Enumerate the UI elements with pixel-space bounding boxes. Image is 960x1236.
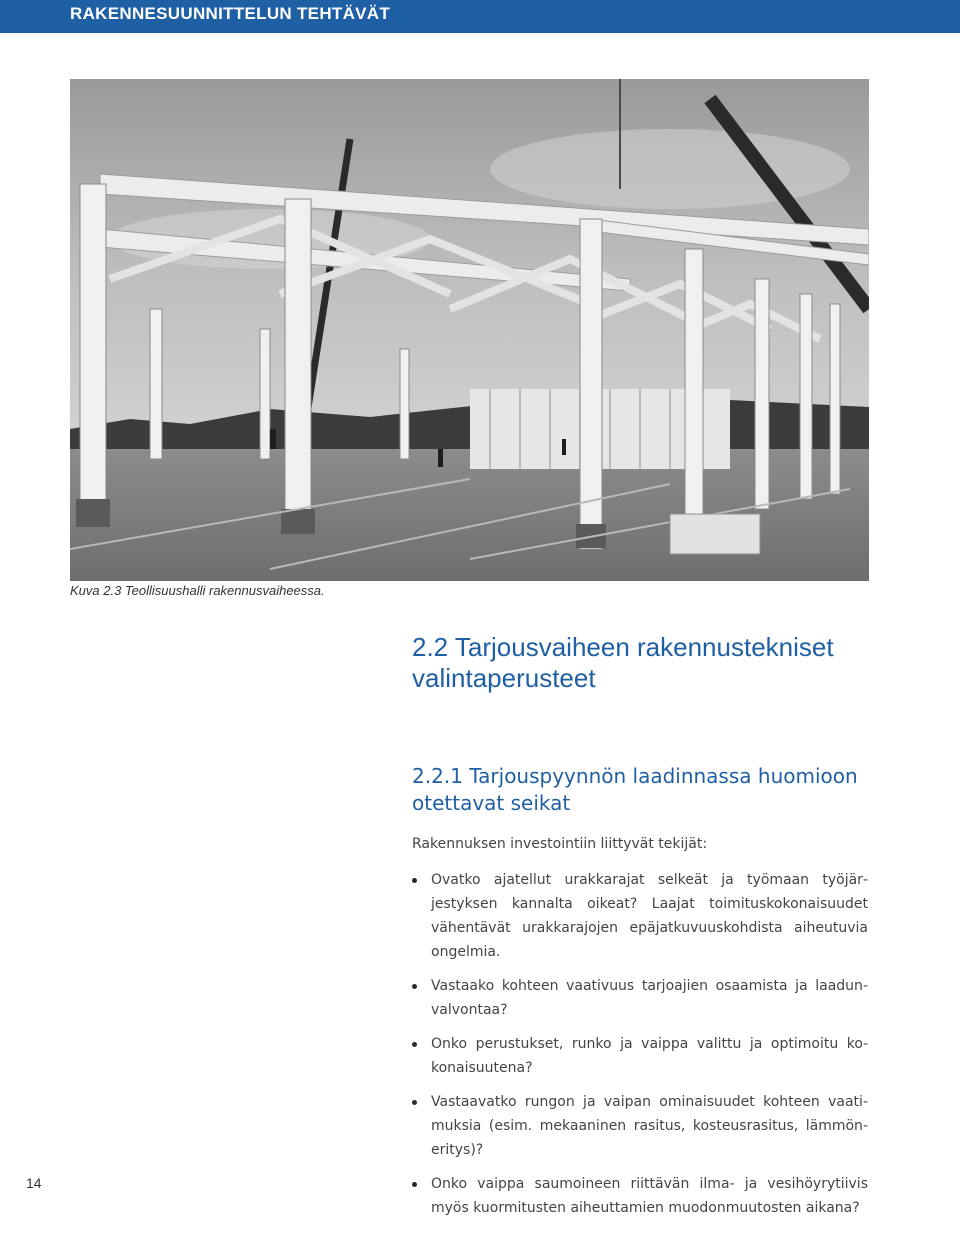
list-item-text: Vastaako kohteen vaativuus tarjoajien osaamista ja laadunvalvontaa? [431,978,868,1018]
bullet-list [412,868,868,1230]
page-header-bar [0,0,960,33]
bullet-icon [412,1042,417,1047]
list-item [412,1032,868,1080]
list-item-text: Ovatko ajatellut urakkarajat selkeät ja työmaan työjärjestyksen kannalta oikeat? Laajat toimituskokonaisuudet vähentävät urakkarajojen epäjatkuvuuskohdista aiheutuvia ongelmia. [431,872,868,960]
intro-text: Rakennuksen investointiin liittyvät tekijät: [412,836,708,852]
bullet-icon [412,878,417,883]
bullet-icon [412,1100,417,1105]
header-title: RAKENNESUUNNITTELUN TEHTÄVÄT [70,4,391,23]
construction-photo [70,79,869,581]
subsection-heading: 2.2.1 Tarjouspyynnön laadinnassa huomioon otettavat seikat [412,764,858,815]
page-number: 14 [26,1175,42,1191]
section-heading: 2.2 Tarjousvaiheen rakennustekniset valintaperusteet [412,632,834,693]
list-item [412,868,868,964]
list-item-text: Vastaavatko rungon ja vaipan ominaisuudet kohteen vaatimuksia (esim. mekaaninen rasitus, kosteusrasitus, lämmöneritys)? [431,1094,868,1158]
bullet-icon [412,1182,417,1187]
list-item [412,1090,868,1162]
list-item-text: Onko vaippa saumoineen riittävän ilma- ja vesihöyrytiivis myös kuormitusten aiheuttamien muodonmuutosten aikana? [431,1176,868,1216]
list-item-text: Onko perustukset, runko ja vaippa valittu ja optimoitu kokonaisuutena? [431,1036,868,1076]
industrial-hall-frame-image [70,79,869,581]
list-item [412,1172,868,1220]
list-item [412,974,868,1022]
bullet-icon [412,984,417,989]
figure-caption: Kuva 2.3 Teollisuushalli rakennusvaiheessa. [70,583,325,598]
